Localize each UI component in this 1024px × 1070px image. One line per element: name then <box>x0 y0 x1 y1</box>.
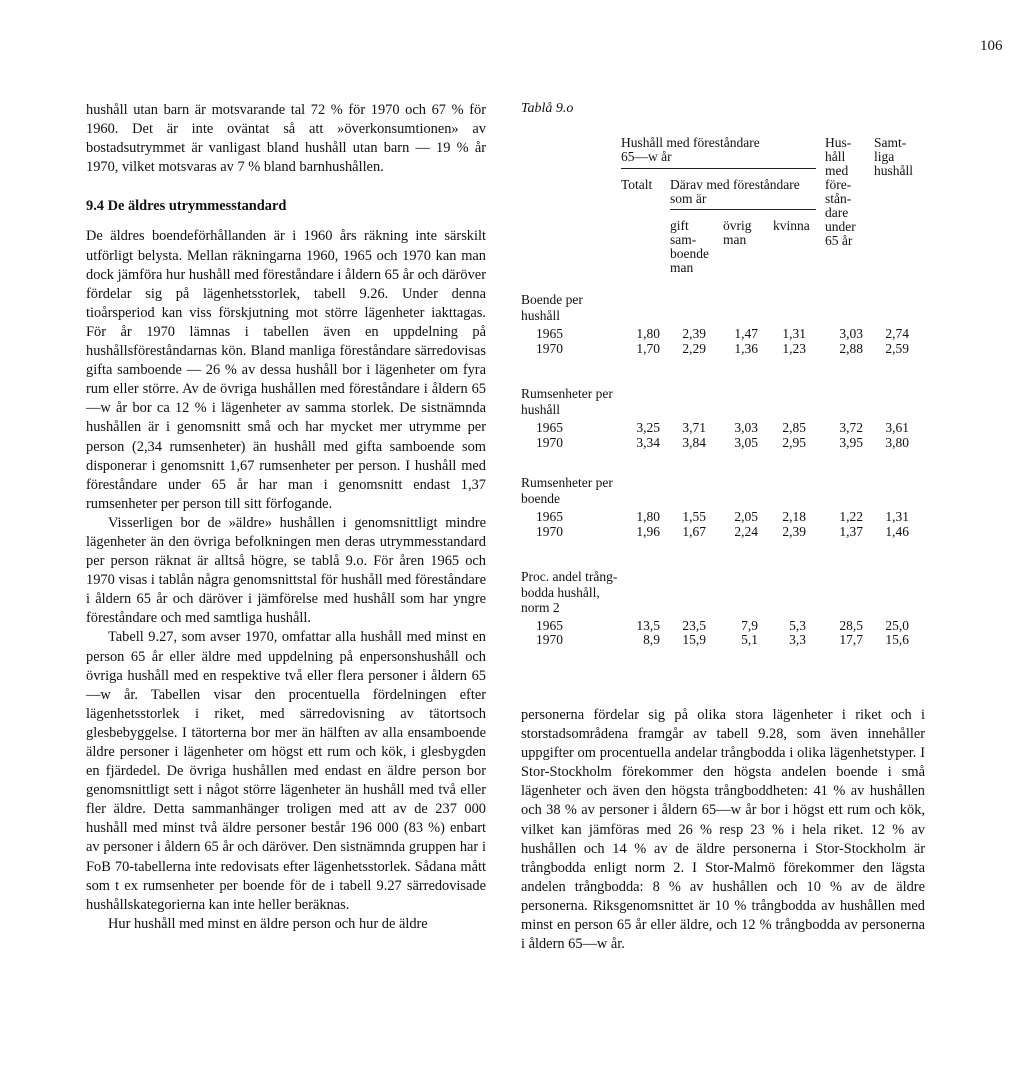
header-under-5: stån- <box>825 191 852 206</box>
table-cell: 15,9 <box>682 632 706 647</box>
group-label-line: norm 2 <box>521 600 560 615</box>
table-cell: 3,61 <box>885 420 909 435</box>
table-cell: 25,0 <box>885 618 909 633</box>
table-cell: 13,5 <box>636 618 660 633</box>
header-under-4: före- <box>825 177 852 192</box>
table-cell: 1,36 <box>734 341 758 356</box>
group-label-line: bodda hushåll, <box>521 584 600 600</box>
table-cell: 2,88 <box>839 341 863 356</box>
paragraph: personerna fördelar sig på olika stora lägenheter i riket och i storstadsområdena framgår av tabell 9.28, som även innehåller uppgifter om procentuella andelar trångbodda i olika lägenhetstyper. I Stor-Stockholm förekommer den högsta andelen boende i små lägenheter och även den högsta trångboddheten: 41 % av hushållen och 38 % av personer i åldern 65—w år bor i högst ett rum och kök, vilket kan jämföras med 26 % resp 23 % i hela riket. 12 % av hushållen och 14 % av de äldre personerna i Stor-Stockholm är trångbodda enligt norm 2. I Stor-Malmö förekommer den lägsta andelen trångbodda: 8 % av hushållen och 10 % av de äldre personerna. Riksgenomsnittet är 10 % trångbodda av hushållen med minst en person 65 år eller äldre, och 12 % trångbodda av personerna i åldern 65—w år. <box>521 707 925 953</box>
left-text-column <box>86 101 486 934</box>
table-cell: 3,71 <box>682 420 706 435</box>
row-year: 1965 <box>536 618 563 633</box>
header-group-main-sub: 65—w år <box>621 149 672 164</box>
header-gift-2: sam- <box>670 232 697 247</box>
right-text-column <box>521 706 925 954</box>
paragraph: hushåll utan barn är motsvarande tal 72 % för 1970 och 67 % för 1960. Det är inte oväntat så att »överkonsumtionen» av bostadsutrymmet är vanligast bland hushåll utan barn — 19 % år 1970, vilket motsvaras av 7 % bland barnhushållen. <box>86 102 486 176</box>
header-darav: Därav med föreståndare <box>670 177 800 192</box>
header-under-1: Hus- <box>825 135 852 150</box>
table-cell: 23,5 <box>682 618 706 633</box>
header-under-2: håll <box>825 149 846 164</box>
group-label-line: hushåll <box>521 401 560 417</box>
header-ovrig-2: man <box>723 232 747 247</box>
header-totalt: Totalt <box>621 177 653 192</box>
table-cell: 1,31 <box>885 509 909 524</box>
table-cell: 1,23 <box>782 341 806 356</box>
table-group-label <box>521 569 641 616</box>
table-cell: 1,37 <box>839 524 863 539</box>
table-cell: 2,18 <box>782 509 806 524</box>
header-samt-3: hushåll <box>874 163 913 178</box>
table-cell: 3,84 <box>682 435 706 450</box>
table-cell: 2,05 <box>734 509 758 524</box>
table-cell: 3,3 <box>789 632 806 647</box>
group-label-line: boende <box>521 490 560 506</box>
table-cell: 3,95 <box>839 435 863 450</box>
header-under-3: med <box>825 163 849 178</box>
group-label-line: Rumsenheter per <box>521 386 613 401</box>
page-number: 106 <box>980 38 1003 54</box>
header-under-6: dare <box>825 205 849 220</box>
row-year: 1965 <box>536 326 563 341</box>
paragraph: Hur hushåll med minst en äldre person och hur de äldre <box>108 915 428 932</box>
table-cell: 17,7 <box>839 632 863 647</box>
table-cell: 2,59 <box>885 341 909 356</box>
table-group-label <box>521 386 641 417</box>
row-year: 1970 <box>536 524 563 539</box>
table-cell: 3,03 <box>839 326 863 341</box>
table-cell: 2,29 <box>682 341 706 356</box>
table-cell: 1,70 <box>636 341 660 356</box>
header-gift-4: man <box>670 260 694 275</box>
table-group-label <box>521 292 641 323</box>
table-cell: 2,24 <box>734 524 758 539</box>
header-under-8: 65 år <box>825 233 853 248</box>
table-cell: 2,39 <box>782 524 806 539</box>
table-cell: 7,9 <box>741 618 758 633</box>
table-cell: 3,05 <box>734 435 758 450</box>
table-cell: 3,25 <box>636 420 660 435</box>
table-cell: 2,74 <box>885 326 909 341</box>
row-year: 1970 <box>536 632 563 647</box>
table-cell: 1,80 <box>636 326 660 341</box>
paragraph: De äldres boendeförhållanden är i 1960 års räkning inte särskilt utförligt belysta. Mellan räkningarna 1960, 1965 och 1970 kan man dock jämföra hur hushåll med föreståndare i åldern 65 år och däröver fördelar sig på lägenhetsstorlek, tabell 9.26. Under denna tioårsperiod kan viss förskjutning mot större lägenheter iakttagas. För år 1970 lämnas i tabellen även en uppdelning på hushållsföreståndarnas kön. Bland manliga föreståndare särredovisas gifta samboende — 26 % av dessa hushåll bor i lägenheter om fyra rum eller större. Av de övriga hushållen med föreståndare i åldern 65—w år bor ca 12 % i lägenheter av samma storlek. De sistnämnda hushållen är i genomsnitt små och har mycket mer utrymme per person (2,34 rumsenheter) än hushåll med gifta samboende som disponerar i genomsnitt 1,67 rumsenheter per person. I hushåll med föreståndare under 65 år har man i genomsnitt endast 1,37 rumsenheter per person till sitt förfogande. <box>86 228 486 512</box>
table-cell: 1,96 <box>636 524 660 539</box>
group-label-line: Rumsenheter per <box>521 475 613 490</box>
table-cell: 3,72 <box>839 420 863 435</box>
table-cell: 3,34 <box>636 435 660 450</box>
group-label-line: hushåll <box>521 307 560 323</box>
header-kvinna: kvinna <box>773 218 810 233</box>
table-cell: 5,3 <box>789 618 806 633</box>
table-cell: 1,22 <box>839 509 863 524</box>
header-gift-1: gift <box>670 218 689 233</box>
row-year: 1965 <box>536 420 563 435</box>
row-year: 1970 <box>536 435 563 450</box>
group-label-line: Proc. andel trång- <box>521 569 618 584</box>
header-darav-sub: som är <box>670 191 707 206</box>
header-under-7: under <box>825 219 856 234</box>
header-gift-3: boende <box>670 246 709 261</box>
table-cell: 2,85 <box>782 420 806 435</box>
header-rule <box>621 168 816 169</box>
table-cell: 3,03 <box>734 420 758 435</box>
header-rule <box>670 209 816 210</box>
header-samt-2: liga <box>874 149 895 164</box>
row-year: 1970 <box>536 341 563 356</box>
header-samt-1: Samt- <box>874 135 907 150</box>
table-group-label <box>521 475 641 506</box>
table-cell: 2,95 <box>782 435 806 450</box>
table-cell: 1,46 <box>885 524 909 539</box>
header-ovrig-1: övrig <box>723 218 752 233</box>
table-cell: 28,5 <box>839 618 863 633</box>
table-title: Tablå 9.o <box>521 101 574 116</box>
table-cell: 1,67 <box>682 524 706 539</box>
section-heading: 9.4 De äldres utrymmesstandard <box>86 198 287 215</box>
table-cell: 1,55 <box>682 509 706 524</box>
table-cell: 2,39 <box>682 326 706 341</box>
table-cell: 5,1 <box>741 632 758 647</box>
table-cell: 1,47 <box>734 326 758 341</box>
table-cell: 8,9 <box>643 632 660 647</box>
header-group-main: Hushåll med föreståndare <box>621 135 760 150</box>
paragraph: Tabell 9.27, som avser 1970, omfattar alla hushåll med minst en person 65 år eller äldre med uppdelning på enpersonshushåll och övriga hushåll med en respektive två eller flera personer i åldern 65—w år. Tabellen visar den procentuella fördelningen efter lägenhetsstorlek i riket, med särredovisning av tätortsoch glesbebyggelse. I tätorterna bor mer än hälften av alla ensamboende äldre personer i lägenheter om högst ett rum och kök, i glesbygden en fjärdedel. De övriga hushållen med endast en äldre person bor genomsnittligt sett i något större lägenheter än hushåll med två eller fler äldre. Detta sammanhänger troligen med att av de 237 000 hushåll med minst två äldre personer består 196 000 (83 %) enbart av personer i åldern 65 år och däröver. Den sistnämnda gruppen har i FoB 70-tabellerna inte redovisats efter lägenhetsstorlek. Sådana mått som t ex rumsenheter per boende för de i tabell 9.27 särredovisade hushållskategorierna kan inte heller beräknas. <box>86 629 486 913</box>
paragraph: Visserligen bor de »äldre» hushållen i genomsnittligt mindre lägenheter än den övriga befolkningen men deras utrymmesstandard per person räknat är alltså högre, se tablå 9.o. För åren 1965 och 1970 visas i tablån några genomsnittstal för hushåll med föreståndare i åldern 65 år och däröver i jämförelse med hushåll som har yngre föreståndare och med samtliga hushåll. <box>86 514 486 627</box>
group-label-line: Boende per <box>521 292 583 307</box>
table-cell: 3,80 <box>885 435 909 450</box>
table-cell: 15,6 <box>885 632 909 647</box>
row-year: 1965 <box>536 509 563 524</box>
table-cell: 1,80 <box>636 509 660 524</box>
table-cell: 1,31 <box>782 326 806 341</box>
